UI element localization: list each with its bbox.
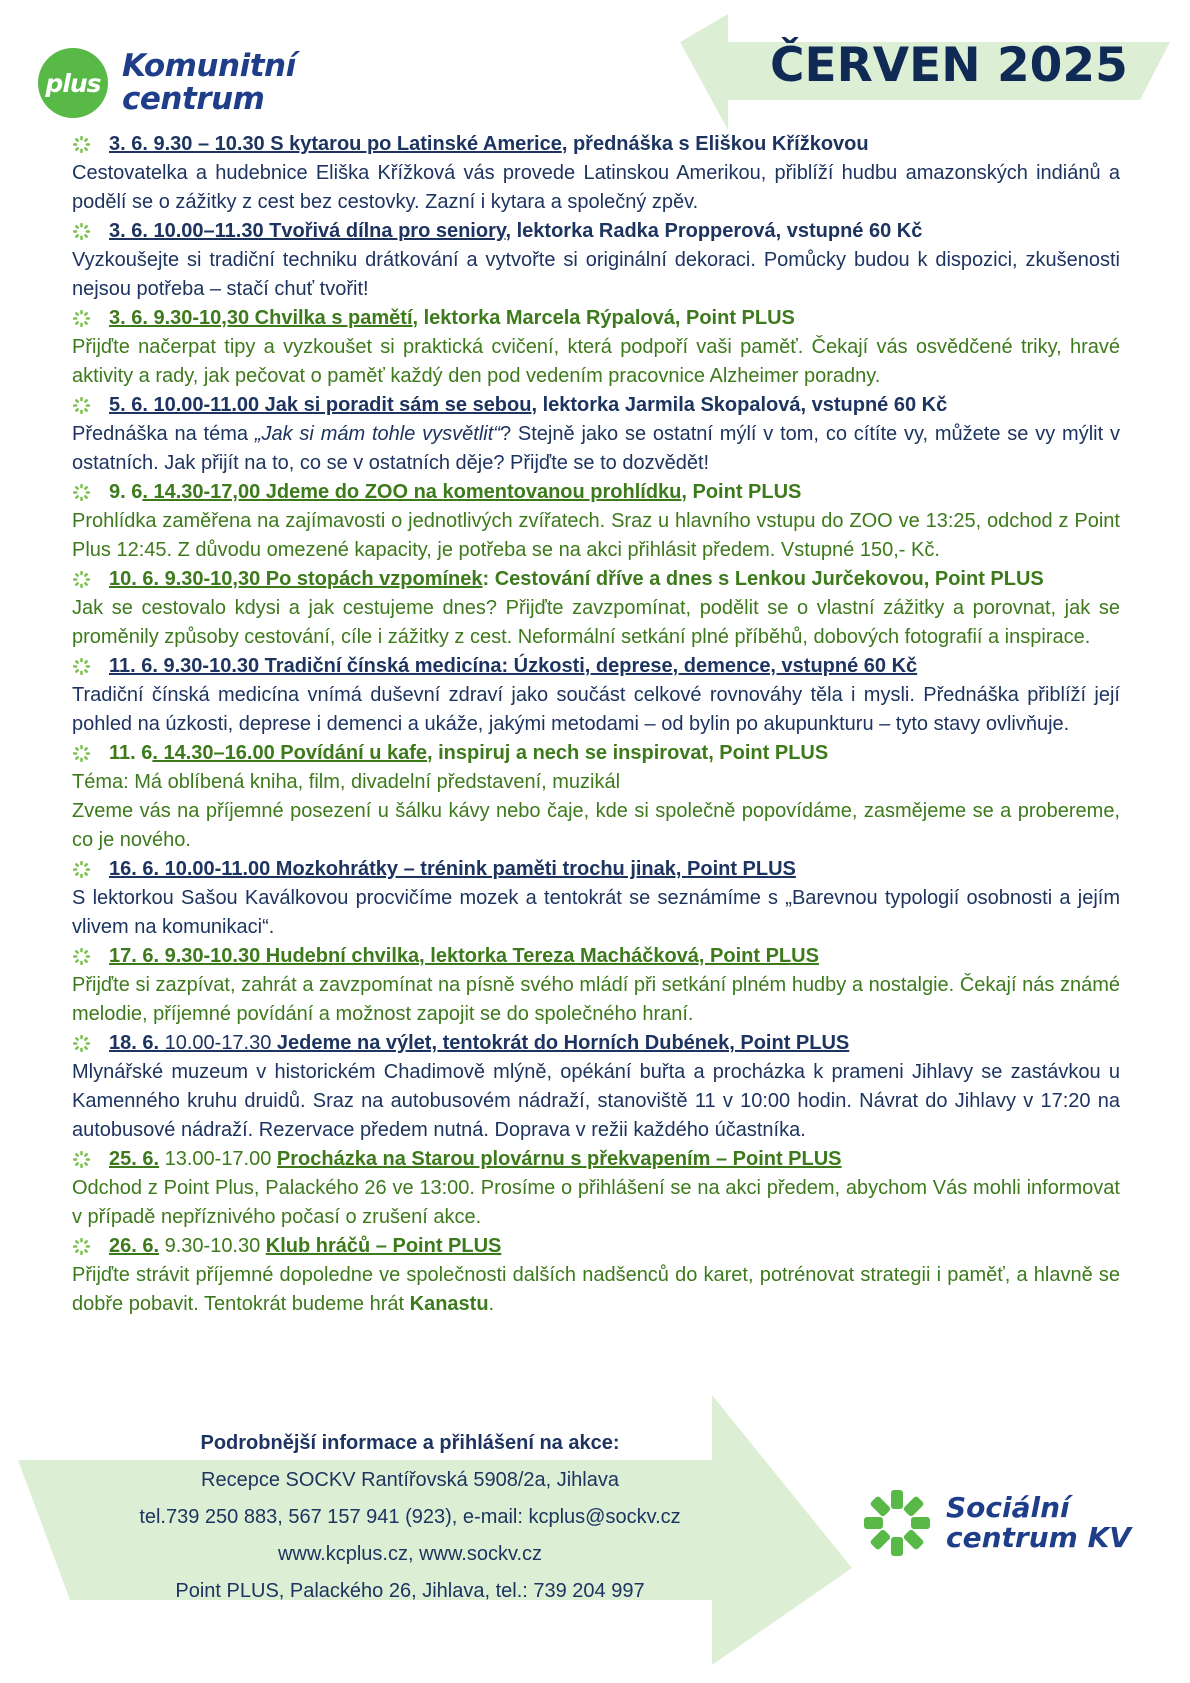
event-description: Vyzkoušejte si tradiční techniku drátkování a vytvořte si originální dekoraci. Pomůcky budou k dispozici, zkušenosti nejsou potřeba – stačí chuť tvořit! [72, 249, 1120, 300]
event-description: Tradiční čínská medicína vnímá duševní zdraví jako součást celkové rovnováhy těla i mysli. Přednáška přiblíží její pohled na úzkosti, deprese i demenci a ukáže, jakými metodami – od bylin po akupunkturu – tyto stavy ovlivňuje. [72, 684, 1120, 735]
komunitni-centrum-logo [38, 48, 296, 118]
event-time: 13.00-17.00 [159, 1148, 277, 1170]
event-item [72, 652, 1120, 739]
event-item [72, 1029, 1120, 1145]
event-item [72, 391, 1120, 478]
event-heading [72, 855, 1120, 884]
logo2-line1: Sociální [946, 1491, 1070, 1524]
event-description: Prohlídka zaměřena na zajímavosti o jednotlivých zvířatech. Sraz u hlavního vstupu do ZOO ve 13:25, odchod z Point Plus 12:45. Z důvodu omezené kapacity, je potřeba se na akci přihlásit předem. Vstupné 150,- Kč. [72, 510, 1120, 561]
event-heading [72, 739, 1120, 768]
event-subtitle: , přednáška s Eliškou Křížkovou [561, 133, 869, 155]
contact-address: Recepce SOCKV Rantířovská 5908/2a, Jihlava [201, 1469, 619, 1491]
event-description: Mlynářské muzeum v historickém Chadimově mlýně, opékání buřta a procházka k prameni Jihlavy se zastávkou u Kamenného kruhu druidů. Sraz na autobusovém nádraží, stanoviště 11 v 10:00 hodin. Návrat do Jihlavy v 17:20 na autobusové nádraží. Rezervace předem nutná. Doprava v režii každého účastníka. [72, 1061, 1120, 1141]
event-heading [72, 217, 1120, 246]
event-title: 17. 6. 9.30-10.30 Hudební chvilka, lektorka Tereza Macháčková, Point PLUS [109, 945, 819, 967]
socialni-centrum-logo [862, 1488, 1131, 1558]
event-item [72, 855, 1120, 942]
event-description: S lektorkou Sašou Kaválkovou procvičíme mozek a tentokrát se seznámíme s „Barevnou typologií osobnosti a jejím vlivem na komunikaci“. [72, 887, 1120, 938]
event-title: . 14.30–16.00 Povídání u kafe [152, 742, 427, 764]
contact-websites[interactable]: www.kcplus.cz, www.sockv.cz [277, 1543, 543, 1565]
event-item [72, 304, 1120, 391]
event-heading [72, 1232, 1120, 1261]
event-date: 9. 6 [109, 481, 143, 503]
desc-end: . [488, 1293, 495, 1315]
event-heading [72, 478, 1120, 507]
event-topic: Téma: Má oblíbená kniha, film, divadelní představení, muzikál [72, 771, 621, 793]
event-date: 26. 6. [109, 1235, 160, 1257]
contact-title: Podrobnější informace a přihlášení na akce: [200, 1432, 620, 1454]
event-subtitle: , lektorka Radka Propperová, vstupné 60 Kč [505, 220, 923, 242]
event-title: Jedeme na výlet, tentokrát do Horních Dubének, Point PLUS [276, 1032, 850, 1054]
event-date: 25. 6. [109, 1148, 160, 1170]
event-description: Jak se cestovalo kdysi a jak cestujeme dnes? Přijďte zavzpomínat, podělit se o vlastní zážitky a porovnat, jak se proměnily způsoby cestování, cíle i zážitky z cest. Neformální setkání plné příběhů, dobových fotografií a inspirace. [72, 597, 1120, 648]
event-title: 3. 6. 9.30 – 10.30 S kytarou po Latinské Americe [109, 133, 562, 155]
contact-info [100, 1425, 720, 1610]
event-subtitle: , inspiruj a nech se inspirovat, Point PLUS [427, 742, 829, 764]
bullet-icon [73, 310, 90, 327]
event-title: 5. 6. 10.00-11.00 Jak si poradit sám se sebou [109, 394, 532, 416]
event-item [72, 942, 1120, 1029]
plus-badge: plus [38, 48, 108, 118]
logo-line1: Komunitní [122, 48, 296, 84]
bullet-icon [73, 571, 90, 588]
event-title: 10. 6. 9.30-10,30 Po stopách vzpomínek [109, 568, 483, 590]
event-title: . 14.30-17,00 Jdeme do ZOO na komentovanou prohlídku [142, 481, 682, 503]
event-item [72, 217, 1120, 304]
event-description [72, 420, 1120, 478]
event-description: Přijďte si zazpívat, zahrát a zavzpomínat na písně svého mládí při setkání plném hudby a nostalgie. Čekají nás známé melodie, příjemné povídání a možnost zapojit se do společného hraní. [72, 974, 1120, 1025]
event-item [72, 565, 1120, 652]
month-title: ČERVEN 2025 [770, 38, 1128, 93]
desc-start: Přijďte strávit příjemné dopoledne ve společnosti dalších nadšenců do karet, potrénovat strategii i paměť, a hlavně se dobře pobavit. Tentokrát budeme hrát [72, 1264, 1120, 1315]
event-heading [72, 130, 1120, 159]
event-item [72, 739, 1120, 855]
event-description: Odchod z Point Plus, Palackého 26 ve 13:00. Prosíme o přihlášení se na akci předem, abychom Vás mohli informovat v případě nepříznivého počasí o zrušení akce. [72, 1177, 1120, 1228]
bullet-icon [73, 948, 90, 965]
logo-wordmark [122, 50, 296, 116]
event-title: 11. 6. 9.30-10.30 Tradiční čínská medicína: Úzkosti, deprese, demence, vstupné 60 Kč [109, 655, 918, 677]
desc-quote: „Jak si mám tohle vysvětlit“ [254, 423, 500, 445]
event-heading [72, 652, 1120, 681]
event-heading [72, 1029, 1120, 1058]
bullet-icon [73, 1238, 90, 1255]
event-time: 10.00-17.30 [159, 1032, 277, 1054]
event-title: 3. 6. 9.30-10,30 Chvilka s pamětí [109, 307, 413, 329]
desc-start: Přednáška na téma [72, 423, 255, 445]
event-subtitle: , lektorka Marcela Rýpalová, Point PLUS [412, 307, 795, 329]
event-heading [72, 304, 1120, 333]
contact-point-plus: Point PLUS, Palackého 26, Jihlava, tel.: 739 204 997 [175, 1580, 645, 1602]
logo2-line2: centrum KV [946, 1521, 1131, 1554]
event-subtitle: : Cestování dříve a dnes s Lenkou Jurčekovou, Point PLUS [482, 568, 1044, 590]
bullet-icon [73, 397, 90, 414]
event-item [72, 1145, 1120, 1232]
event-description: Přijďte načerpat tipy a vyzkoušet si praktická cvičení, která podpoří vaši paměť. Čekají vás osvědčené triky, hravé aktivity a rady, jak pečovat o paměť každý den pod vedením pracovnice Alzheimer poradny. [72, 336, 1120, 387]
logo-wordmark [946, 1493, 1131, 1553]
event-item [72, 478, 1120, 565]
event-time: 9.30-10.30 [159, 1235, 266, 1257]
event-date: 18. 6. [109, 1032, 160, 1054]
event-title: Procházka na Starou plovárnu s překvapením – Point PLUS [276, 1148, 842, 1170]
bullet-icon [73, 658, 90, 675]
event-description: Cestovatelka a hudebnice Eliška Křížková vás provede Latinskou Amerikou, přiblíží hudbu amazonských indiánů a podělí se o zážitky z cest bez cestovky. Zazní i kytara a společný zpěv. [72, 162, 1120, 213]
event-heading [72, 1145, 1120, 1174]
events-list [72, 130, 1120, 1319]
event-title: 3. 6. 10.00–11.30 Tvořivá dílna pro seniory [109, 220, 506, 242]
event-subtitle: , lektorka Jarmila Skopalová, vstupné 60 Kč [531, 394, 948, 416]
event-heading [72, 391, 1120, 420]
event-title: 16. 6. 10.00-11.00 Mozkohrátky – trénink paměti trochu jinak, Point PLUS [109, 858, 796, 880]
bullet-icon [73, 223, 90, 240]
bullet-icon [73, 136, 90, 153]
event-heading [72, 565, 1120, 594]
bullet-icon [73, 1035, 90, 1052]
event-item [72, 130, 1120, 217]
desc-end: ? Stejně jako se ostatní mýlí v tom, co cítíte vy, můžete se vy mýlit v ostatních. Jak přijít na to, co se v ostatních děje? Přijďte se to dozvědět! [72, 423, 1120, 474]
event-date: 11. 6 [109, 742, 153, 764]
contact-phone-email[interactable]: tel.739 250 883, 567 157 941 (923), e-mail: kcplus@sockv.cz [139, 1506, 681, 1528]
bullet-icon [73, 484, 90, 501]
sun-logo-icon [862, 1488, 932, 1558]
event-subtitle: , Point PLUS [681, 481, 802, 503]
event-title: Klub hráčů – Point PLUS [265, 1235, 502, 1257]
desc-game: Kanastu [409, 1293, 489, 1315]
logo-line2: centrum [122, 81, 265, 117]
bullet-icon [73, 861, 90, 878]
event-description: Zveme vás na příjemné posezení u šálku kávy nebo čaje, kde si společně popovídáme, zasmějeme se a probereme, co je nového. [72, 800, 1120, 851]
event-description [72, 1261, 1120, 1319]
bullet-icon [73, 745, 90, 762]
event-item [72, 1232, 1120, 1319]
bullet-icon [73, 1151, 90, 1168]
event-heading [72, 942, 1120, 971]
